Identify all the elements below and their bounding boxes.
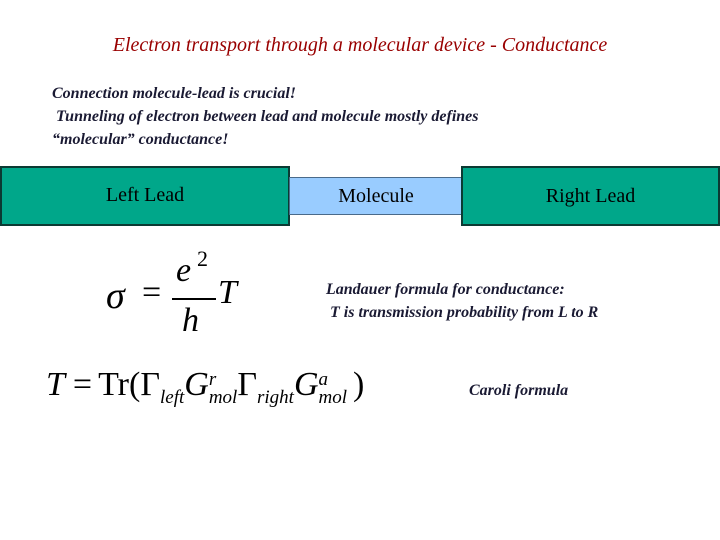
landauer-equals: = (142, 274, 162, 311)
slide-title: Electron transport through a molecular device - Conductance (112, 34, 608, 56)
landauer-formula (100, 248, 260, 348)
g-advanced: G (293, 366, 319, 403)
intro-line-1: Connection molecule-lead is crucial! (52, 85, 296, 102)
sigma-symbol: σ (106, 275, 125, 317)
gamma-left: Γ (140, 366, 160, 403)
landauer-note-1: Landauer formula for conductance: (326, 281, 565, 298)
gamma-right: Γ (237, 366, 257, 403)
left-lead-box (0, 166, 290, 226)
sup-a: a (318, 369, 328, 391)
sup-r: r (208, 369, 217, 391)
fraction-bar (172, 298, 216, 300)
sub-mol-2: mol (318, 387, 347, 409)
sub-right: right (256, 386, 294, 408)
intro-text (52, 82, 692, 151)
caroli-lhs: T (46, 366, 65, 403)
caroli-formula (46, 366, 446, 436)
left-lead-label: Left Lead (105, 184, 185, 206)
trace-open: Tr( (98, 366, 141, 403)
g-retarded: G (184, 366, 209, 403)
right-lead-label: Right Lead (545, 184, 636, 207)
caroli-note: Caroli formula (469, 382, 569, 399)
landauer-note-2: T is transmission probability from L to R (326, 304, 599, 321)
sub-left: left (159, 386, 185, 408)
exponent-2: 2 (197, 246, 208, 271)
factor-t: T (218, 274, 237, 311)
intro-line-2: Tunneling of electron between lead and molecule mostly defines (52, 108, 479, 125)
denominator-h: h (182, 302, 199, 339)
trace-close: ) (353, 366, 365, 403)
molecule-label: Molecule (338, 184, 414, 207)
caroli-equals: = (72, 366, 93, 403)
intro-line-3: “molecular” conductance! (52, 131, 229, 148)
right-lead-box (461, 166, 720, 226)
molecule-box (289, 177, 463, 215)
numerator-e: e (176, 252, 192, 289)
sub-mol-1: mol (208, 387, 238, 409)
